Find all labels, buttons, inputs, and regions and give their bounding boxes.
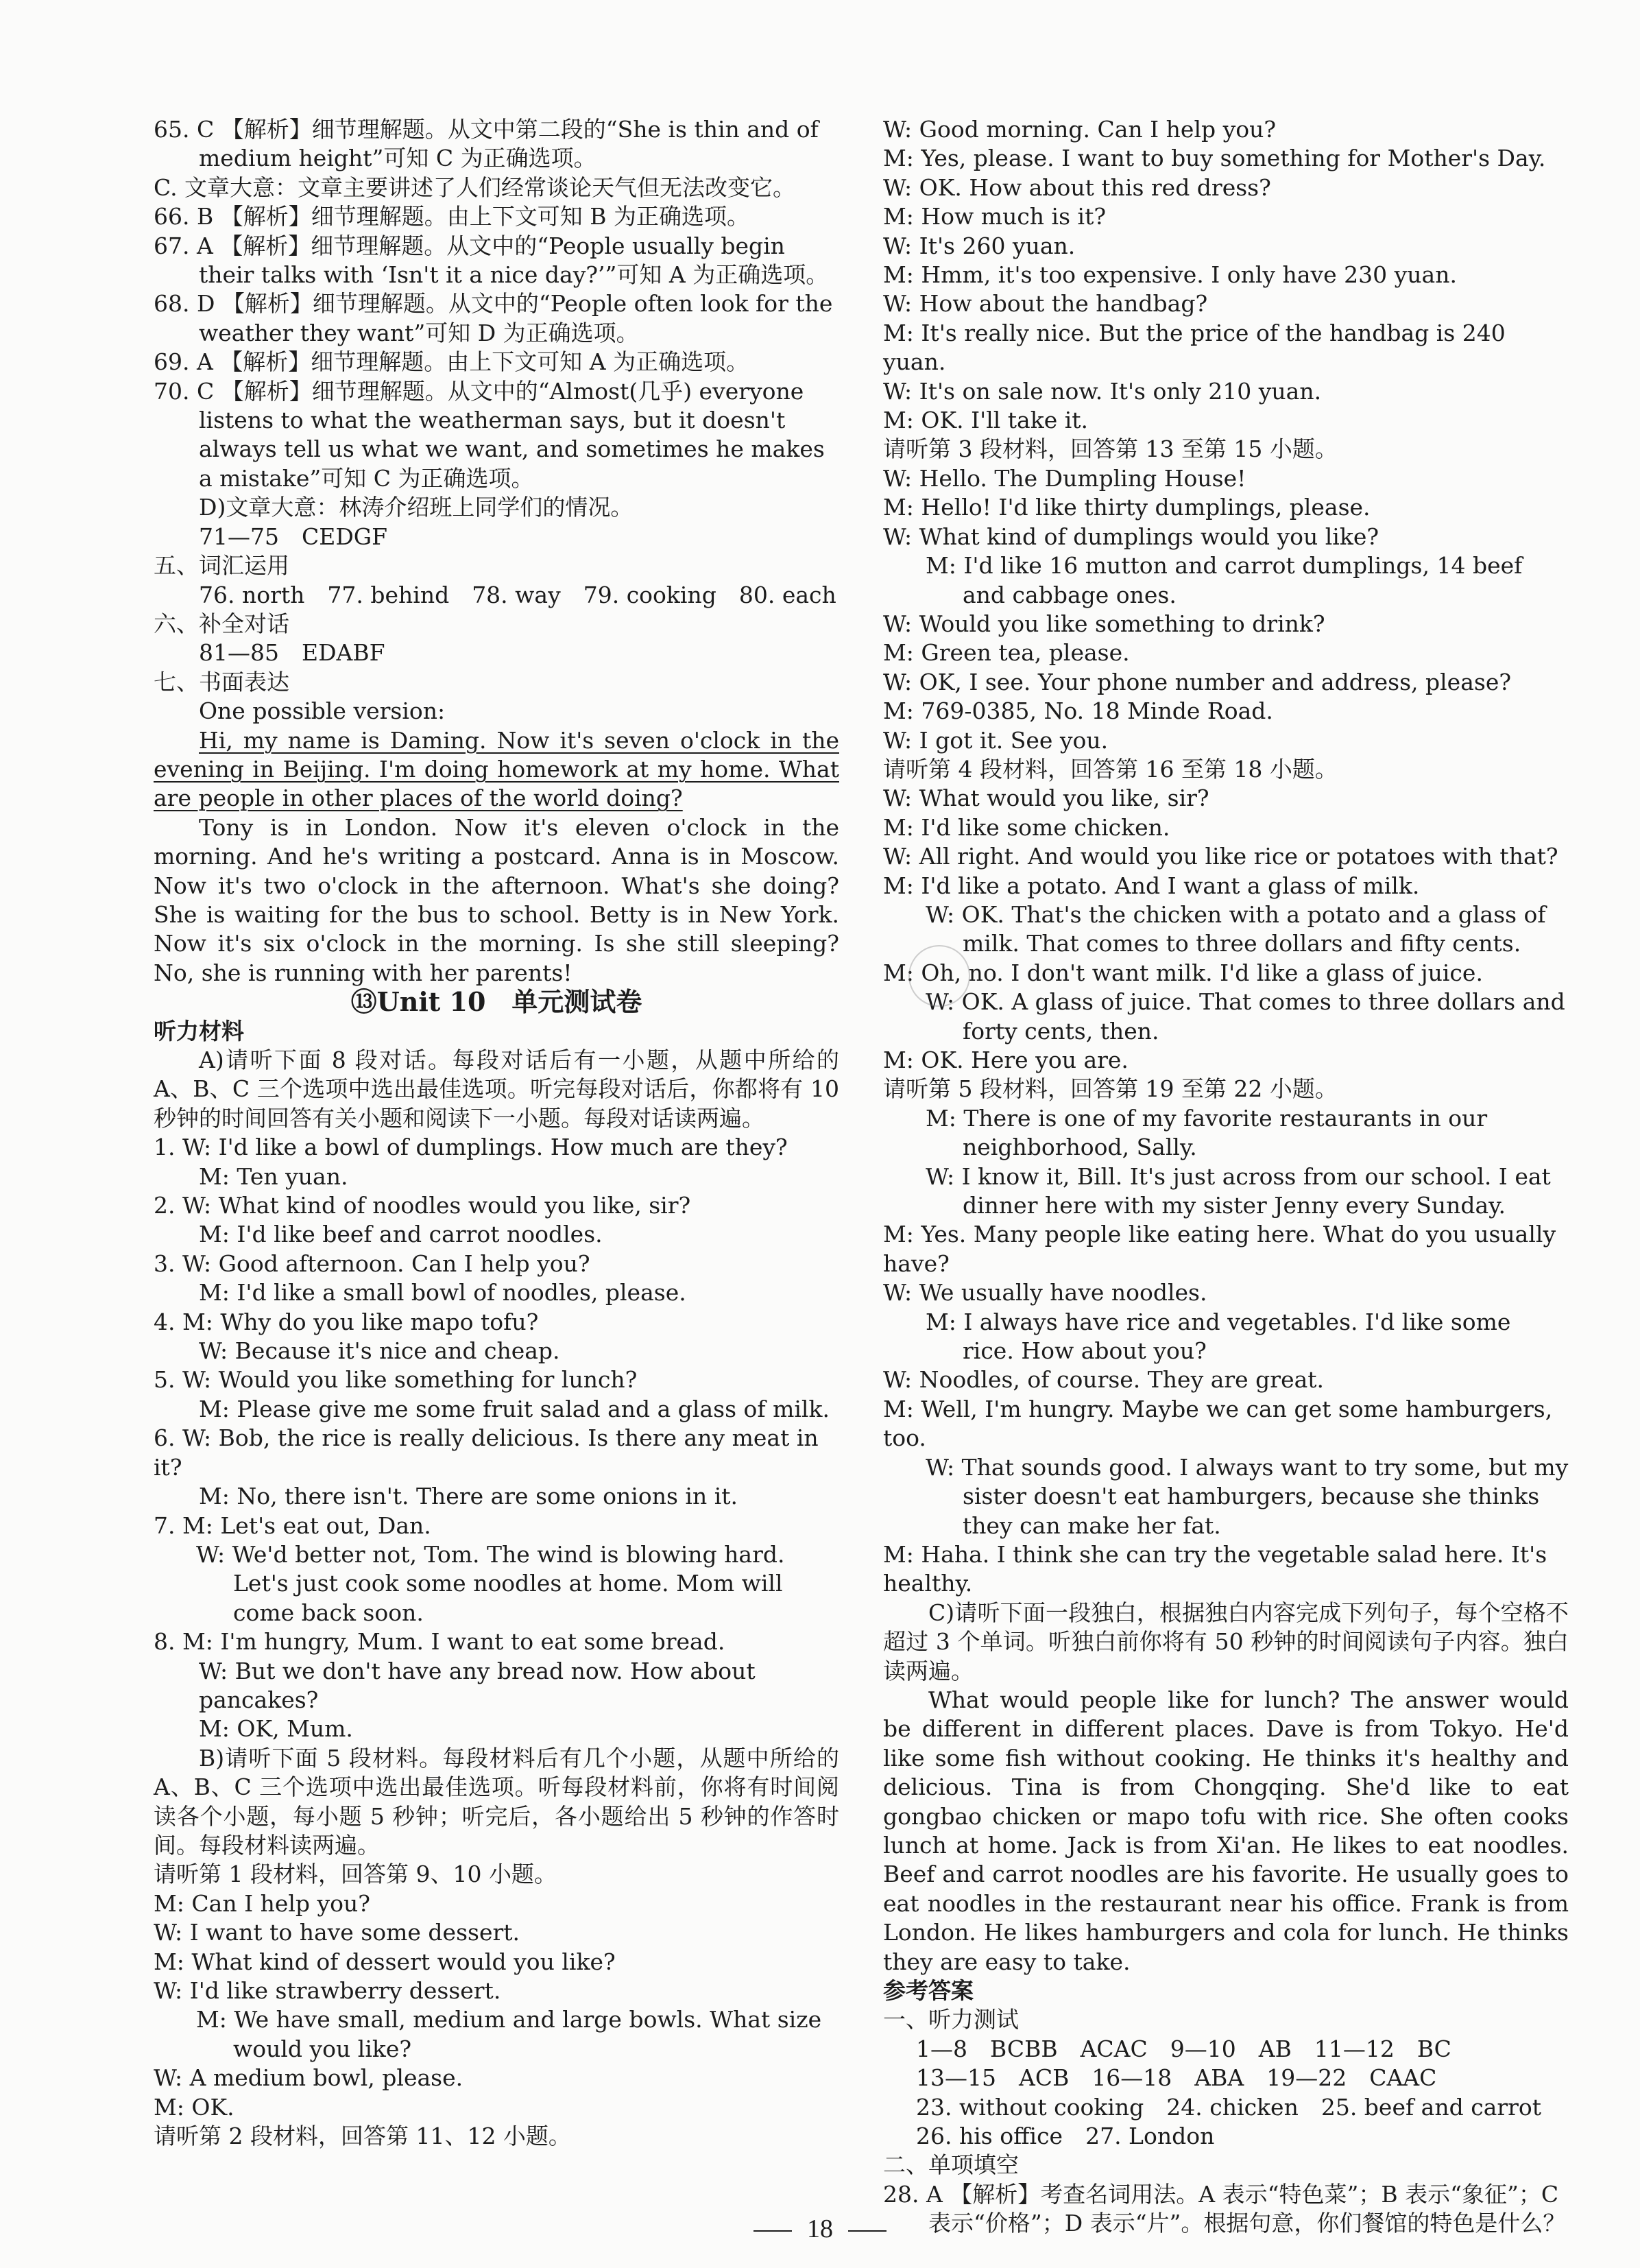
left-line-25: M: I'd like a small bowl of noodles, please. (199, 1279, 686, 1306)
left-line-26: 4. M: Why do you like mapo tofu? (154, 1308, 539, 1335)
left-line-37: B)请听下面 5 段材料。每段材料后有几个小题，从题中所给的 A、B、C 三个选项中选出最佳选项。听每段材料前，你将有时间阅读各个小题，每小题 5 秒钟；听完后，各小题给出 5 秒钟的作答时间。每段材料读两遍。 (154, 1744, 839, 1859)
left-line-31: M: No, there isn't. There are some onions in it. (199, 1483, 738, 1510)
right-line-38: M: Haha. I think she can try the vegetable salad here. It's healthy. (883, 1540, 1547, 1597)
right-line-18: M: 769-0385, No. 18 Minde Road. (883, 697, 1273, 725)
left-line-2: 66. B 【解析】细节理解题。由上下文可知 B 为正确选项。 (154, 203, 749, 230)
left-line-1: C. 文章大意：文章主要讲述了人们经常谈论天气但无法改变它。 (154, 174, 796, 201)
left-line-30: 6. W: Bob, the rice is really delicious. Is there any meat in it? (154, 1424, 819, 1481)
right-line-28: M: OK. Here you are. (883, 1047, 1129, 1073)
right-line-22: M: I'd like some chicken. (883, 813, 1170, 841)
right-line-0: W: Good morning. Can I help you? (883, 116, 1277, 143)
left-line-7: D)文章大意：林涛介绍班上同学们的情况。 (199, 494, 634, 521)
left-line-35: W: But we don't have any bread now. How about pancakes? (199, 1657, 756, 1713)
left-line-39: M: Can I help you? (154, 1889, 370, 1917)
left-line-44: W: A medium bowl, please. (154, 2064, 463, 2092)
left-line-27: W: Because it's nice and cheap. (199, 1337, 560, 1365)
right-line-37: W: That sounds good. I always want to try some, but my sister doesn't eat hamburgers, because she thinks they can make her fat. (926, 1453, 1569, 1539)
right-line-47: 二、单项填空 (883, 2151, 1019, 2179)
right-line-19: W: I got it. See you. (883, 726, 1109, 754)
right-line-30: M: There is one of my favorite restaurants in our neighborhood, Sally. (926, 1104, 1488, 1161)
left-line-41: M: What kind of dessert would you like? (154, 1948, 616, 1975)
right-line-36: M: Well, I'm hungry. Maybe we can get some hamburgers, too. (883, 1395, 1553, 1452)
right-line-23: W: All right. And would you like rice or potatoes with that? (883, 843, 1558, 870)
left-line-5: 69. A 【解析】细节理解题。由上下文可知 A 为正确选项。 (154, 348, 749, 376)
right-line-48: 28. A 【解析】考查名词用法。A 表示“特色菜”；B 表示“象征”；C 表示“价格”；D 表示“片”。根据句意，你们餐馆的特色是什么？ (883, 2180, 1566, 2237)
left-line-46: 请听第 2 段材料，回答第 11、12 小题。 (154, 2123, 571, 2150)
left-line-19: A)请听下面 8 段对话。每段对话后有一小题，从题中所给的 A、B、C 三个选项中选出最佳选项。听完每段对话后，你都将有 10 秒钟的时间回答有关小题和阅读下一小题。每段对话读两遍。 (154, 1047, 839, 1132)
left-line-14: One possible version: (199, 697, 446, 725)
right-line-26: M: Oh, no. I don't want milk. I'd like a glass of juice. (883, 959, 1483, 986)
left-line-9: 五、词汇运用 (154, 552, 289, 580)
left-line-42: W: I'd like strawberry dessert. (154, 1977, 501, 2004)
right-line-15: W: Would you like something to drink? (883, 610, 1325, 637)
right-line-14: M: I'd like 16 mutton and carrot dumplings, 14 beef and cabbage ones. (926, 552, 1523, 608)
right-line-40: What would people like for lunch? The answer would be different in different places. Dave is from Tokyo. He'd like some fish without cooking. He thinks it's healthy and delicious. Tina is from Chongqing. She'd like to eat gongbao chicken or mapo tofu with rice. She often cooks lunch at home. Jack is from Xi'an. He likes to eat noodles. Beef and carrot noodles are his favorite. He usually goes to eat noodles in the restaurant near his office. Frank is from London. He likes hamburgers and cola for lunch. He thinks they are easy to take. (883, 1686, 1569, 1975)
left-line-4: 68. D 【解析】细节理解题。从文中的“People often look for the weather they want”可知 D 为正确选项。 (154, 290, 833, 346)
left-line-43: M: We have small, medium and large bowls. What size would you like? (196, 2006, 822, 2062)
right-line-7: M: It's really nice. But the price of the handbag is 240 yuan. (883, 319, 1506, 376)
right-line-3: M: How much is it? (883, 203, 1107, 230)
left-line-23: M: I'd like beef and carrot noodles. (199, 1221, 603, 1248)
right-line-25: W: OK. That's the chicken with a potato and a glass of milk. That comes to three dollars and fifty cents. (926, 900, 1546, 957)
left-line-22: 2. W: What kind of noodles would you like, sir? (154, 1192, 691, 1219)
right-line-33: W: We usually have noodles. (883, 1279, 1207, 1306)
right-line-45: 23. without cooking 24. chicken 25. beef and carrot (916, 2093, 1542, 2121)
left-line-32: 7. M: Let's eat out, Dan. (154, 1512, 431, 1539)
right-column (883, 115, 1569, 2239)
left-line-40: W: I want to have some dessert. (154, 1919, 520, 1946)
page-number-footer (0, 2214, 1640, 2244)
right-line-44: 13—15 ACB 16—18 ABA 19—22 CAAC (916, 2064, 1437, 2092)
left-line-29: M: Please give me some fruit salad and a glass of milk. (199, 1395, 830, 1422)
right-line-32: M: Yes. Many people like eating here. What do you usually have? (883, 1221, 1556, 1277)
faint-stamp-mark (908, 945, 970, 1007)
left-line-8: 71—75 CEDGF (199, 523, 388, 550)
right-line-29: 请听第 5 段材料，回答第 19 至第 22 小题。 (883, 1075, 1338, 1103)
left-line-28: 5. W: Would you like something for lunch? (154, 1366, 638, 1394)
page-number: 18 (807, 2215, 833, 2243)
right-line-8: W: It's on sale now. It's only 210 yuan. (883, 377, 1322, 405)
left-line-10: 76. north 77. behind 78. way 79. cooking 80. each (199, 581, 836, 608)
right-line-34: M: I always have rice and vegetables. I'd like some rice. How about you? (926, 1308, 1511, 1365)
right-line-27: W: OK. A glass of juice. That comes to three dollars and forty cents, then. (926, 988, 1565, 1045)
left-line-33: W: We'd better not, Tom. The wind is blowing hard. Let's just cook some noodles at home. Mom will come back soon. (196, 1540, 785, 1626)
left-line-15: Hi, my name is Daming. Now it's seven o'clock in the evening in Beijing. I'm doing homework at my home. What are people in other places of the world doing? (154, 726, 839, 812)
left-line-24: 3. W: Good afternoon. Can I help you? (154, 1250, 590, 1277)
right-line-5: M: Hmm, it's too expensive. I only have 230 yuan. (883, 261, 1457, 289)
right-line-11: W: Hello. The Dumpling House! (883, 464, 1246, 492)
left-line-17: ⑬Unit 10 单元测试卷 (350, 986, 642, 1018)
right-line-10: 请听第 3 段材料，回答第 13 至第 15 小题。 (883, 435, 1338, 463)
left-line-45: M: OK. (154, 2093, 234, 2121)
left-line-21: M: Ten yuan. (199, 1162, 348, 1190)
right-line-21: W: What would you like, sir? (883, 785, 1209, 812)
right-line-17: W: OK, I see. Your phone number and address, please? (883, 668, 1512, 695)
right-line-20: 请听第 4 段材料，回答第 16 至第 18 小题。 (883, 755, 1338, 783)
left-line-34: 8. M: I'm hungry, Mum. I want to eat some bread. (154, 1628, 725, 1656)
right-line-41: 参考答案 (883, 1977, 974, 2004)
left-line-38: 请听第 1 段材料，回答第 9、10 小题。 (154, 1861, 557, 1888)
left-line-11: 六、补全对话 (154, 610, 289, 637)
right-line-9: M: OK. I'll take it. (883, 407, 1089, 434)
left-line-36: M: OK, Mum. (199, 1715, 353, 1743)
right-line-4: W: It's 260 yuan. (883, 232, 1076, 259)
right-line-6: W: How about the handbag? (883, 290, 1208, 318)
right-line-12: M: Hello! I'd like thirty dumplings, please. (883, 494, 1371, 521)
left-line-13: 七、书面表达 (154, 668, 289, 695)
right-line-39: C)请听下面一段独白，根据独白内容完成下列句子，每个空格不超过 3 个单词。听独白前你将有 50 秒钟的时间阅读句子内容。独白读两遍。 (883, 1599, 1569, 1684)
left-column (154, 115, 839, 2151)
right-line-24: M: I'd like a potato. And I want a glass of milk. (883, 872, 1420, 899)
right-line-46: 26. his office 27. London (916, 2123, 1215, 2150)
left-line-18: 听力材料 (154, 1017, 244, 1045)
left-line-6: 70. C 【解析】细节理解题。从文中的“Almost(几乎) everyone listens to what the weatherman says, but it doesn't always tell us what we want, and sometimes he makes a mistake”可知 C 为正确选项。 (154, 377, 825, 492)
right-line-31: W: I know it, Bill. It's just across from our school. I eat dinner here with my sister Jenny every Sunday. (926, 1162, 1551, 1219)
right-line-13: W: What kind of dumplings would you like? (883, 523, 1379, 550)
left-line-16: Tony is in London. Now it's eleven o'clock in the morning. And he's writing a postcard. Anna is in Moscow. Now it's two o'clock in the afternoon. What's she doing? She is waiting for the bus to school. Betty is in New York. Now it's six o'clock in the morning. Is she still sleeping? No, she is running with her parents! (154, 813, 839, 986)
right-line-35: W: Noodles, of course. They are great. (883, 1366, 1325, 1394)
left-line-12: 81—85 EDABF (199, 639, 385, 667)
footer-dash-left (753, 2230, 792, 2232)
left-line-3: 67. A 【解析】细节理解题。从文中的“People usually begin their talks with ‘Isn't it a nice day?’”可知 A 为正确选项。 (154, 232, 829, 289)
left-line-20: 1. W: I'd like a bowl of dumplings. How much are they? (154, 1134, 788, 1161)
right-line-43: 1—8 BCBB ACAC 9—10 AB 11—12 BC (916, 2035, 1451, 2062)
right-line-2: W: OK. How about this red dress? (883, 174, 1271, 201)
right-line-16: M: Green tea, please. (883, 639, 1130, 667)
left-line-0: 65. C 【解析】细节理解题。从文中第二段的“She is thin and of medium height”可知 C 为正确选项。 (154, 116, 819, 172)
footer-dash-right (848, 2230, 887, 2232)
right-line-42: 一、听力测试 (883, 2006, 1019, 2033)
right-line-1: M: Yes, please. I want to buy something for Mother's Day. (883, 145, 1546, 172)
